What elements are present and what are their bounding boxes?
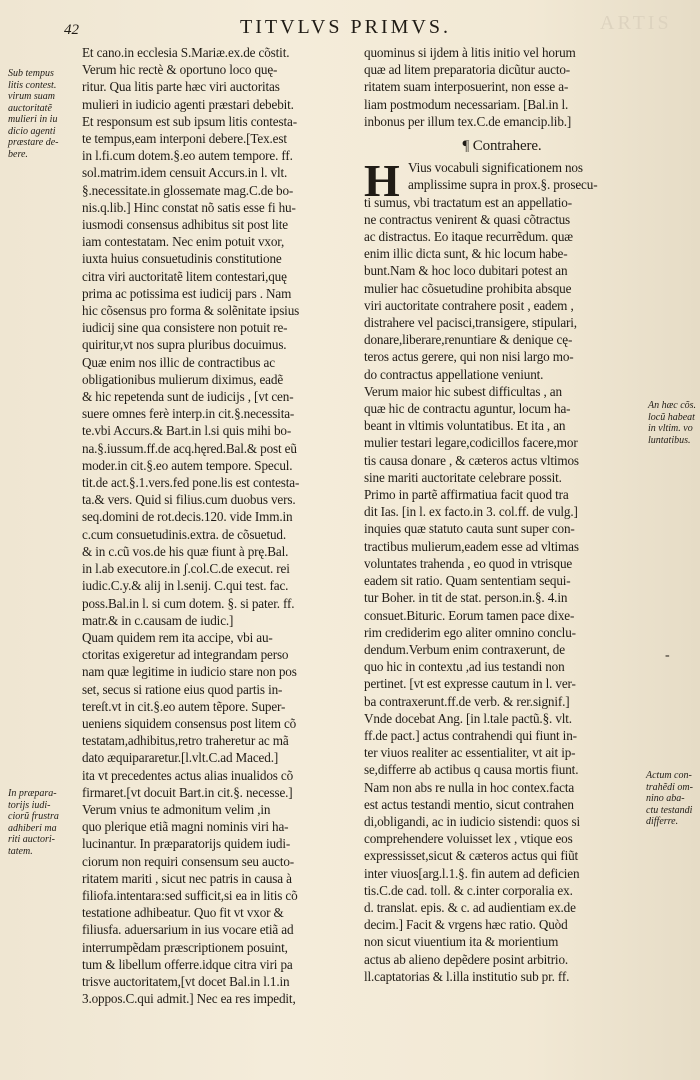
text-line: bunt.Nam & hoc loco dubitari potest an xyxy=(364,263,568,279)
text-line: Verum hic rectè & oportuno loco quę- xyxy=(82,62,278,78)
text-line: expressisset,sicut & cæteros actus qui fiũt xyxy=(364,848,579,864)
stray-mark: - xyxy=(665,648,670,663)
text-line: ff.de pact.] actus contrahendi qui fiunt in- xyxy=(364,727,577,743)
text-line: beant in vltimis voluntatibus. Et ita , an xyxy=(364,418,566,434)
text-line: quo hic in contextu ,ad ius testandi non xyxy=(364,659,565,675)
text-line: tum & libellum offerre.idque citra viri pa xyxy=(82,956,293,972)
margin-note-line: auctoritatẽ xyxy=(8,102,52,114)
text-line: decim.] Facit & vrgens hæc ratio. Quòd xyxy=(364,917,568,933)
text-line: enim illic dicta sunt, & hic locum habe- xyxy=(364,246,568,262)
text-line: in l.ab executore.in ʃ.col.C.de execut. rei xyxy=(82,561,290,577)
text-line: iudicij sine qua consistere non potuit re- xyxy=(82,320,288,336)
text-line: Verum maior hic subest difficultas , an xyxy=(364,383,562,399)
text-line: tur Boher. in tit de stat. person.in.§. 4.in xyxy=(364,590,568,606)
margin-note-line: bere. xyxy=(8,148,28,160)
margin-note-line: in vltim. vo xyxy=(648,423,693,434)
text-line: ciorum non requiri consensum seu aucto- xyxy=(82,853,295,869)
text-line: iudic.C.y.& alij in l.senij. C.qui test. fac. xyxy=(82,578,289,594)
text-line: viri auctoritate contrahere posit , eadem , xyxy=(364,297,574,313)
text-line: na.§.iussum.ff.de acq.hęred.Bal.& post eũ xyxy=(82,440,297,456)
text-line: tereſt.vt in cit.§.eo autem tẽpore. Super- xyxy=(82,698,286,714)
right-column xyxy=(364,44,640,985)
text-line: citra viri auctoritatẽ litem contestari,quę xyxy=(82,268,287,284)
text-line: mulieri in iudicio agenti præstari debebit. xyxy=(82,96,294,112)
margin-note-line: ciorũ frustra xyxy=(8,811,59,822)
text-line: nis.q.lib.] Hinc constat nõ satis esse fi hu- xyxy=(82,199,296,215)
text-line: Et cano.in ecclesia S.Mariæ.ex.de cõstit. xyxy=(82,45,290,60)
bleed-through-text: ARTIS xyxy=(600,12,672,34)
text-line: lucinantur. In præparatorijs quidem iudi- xyxy=(82,836,291,852)
text-line: consuet.Bituric. Eorum tamen pace dixe- xyxy=(364,607,575,623)
text-line: hic cõsensus pro forma & solẽnitate ipsius xyxy=(82,303,300,319)
text-line: ta.& vers. Quid si filius.cum duobus vers. xyxy=(82,492,296,508)
margin-note-line: locũ habeat xyxy=(648,411,695,423)
text-line: ritur. Qua litis parte hæc viri auctoritas xyxy=(82,79,280,95)
text-line: ti sumus, vbi tractatum est an appellatio- xyxy=(364,194,572,210)
text-line: poss.Bal.in l. si cum dotem. §. si pater. ff. xyxy=(82,595,295,611)
margin-note-line: In præpara- xyxy=(8,788,57,799)
text-line: firmaret.[vt docuit Bart.in cit.§. necesse.] xyxy=(82,784,293,800)
text-line: testatione adhibeatur. Quo fit vt vxor & xyxy=(82,905,284,921)
text-line: seq.domini de rot.decis.120. vide Imm.in xyxy=(82,509,293,525)
text-line: filiofa.intentara:sed sufficit,si ea in litis cõ xyxy=(82,887,298,903)
text-line: te tempus,eam interponi debere.[Tex.est xyxy=(82,131,287,147)
text-line: c.cum consuetudinis.extra. de cõsuetud. xyxy=(82,526,286,542)
text-line: dit Ias. [in l. ex facto.in 3. col.ff. de vulg.] xyxy=(364,504,578,520)
text-line: di,obligandi, ac in iudicio sistendi: quos si xyxy=(364,813,580,829)
text-line: moder.in cit.§.eo autem tempore. Specul. xyxy=(82,457,293,473)
text-line: filiusfa. aduersarium in ius vocare etiã ad xyxy=(82,922,294,938)
text-line: ita vt precedentes actus alias inualidos cõ xyxy=(82,767,294,783)
text-line: comprehendere voluisset lex , vtique eos xyxy=(364,831,573,847)
text-line: d. translat. epis. & c. ad audientiam ex.de xyxy=(364,899,576,915)
margin-note-line: mulieri in iu xyxy=(8,114,58,125)
text-line: prima ac potissima est iudicij pars . Nam xyxy=(82,285,292,301)
text-line: ll.captatorias & l.illa institutio sub pr. ff. xyxy=(364,968,570,984)
section-heading: ¶ Contrahere. xyxy=(462,138,542,155)
text-line: inter viuos[arg.l.1.§. fin autem ad deficien xyxy=(364,865,580,881)
text-line: mulier testari legare,codicillos facere,mor xyxy=(364,435,578,451)
text-line: quæ hic de contractu aguntur, locum ha- xyxy=(364,401,571,417)
text-line: quiritur,vt nos supra pluribus docuimus. xyxy=(82,337,287,353)
text-line: iusmodi consensus adhibitus sit post lite xyxy=(82,217,288,233)
text-line: actus ab alieno depẽdere posint arbitrio. xyxy=(364,951,569,967)
text-line: nam quæ legitime in iudicio stare non pos xyxy=(82,664,297,680)
text-line: Verum vnius te admonitum velim ,in xyxy=(82,801,271,817)
text-line: se,differre ab actibus q causa mortis fiunt. xyxy=(364,762,579,778)
text-line: te.vbi Accurs.& Bart.in l.si quis mihi bo- xyxy=(82,423,292,439)
text-line: tis causa donare , & cæteros actus vltimos xyxy=(364,452,579,468)
text-line: tit.de act.§.1.vers.fed pone.lis est contesta- xyxy=(82,475,300,491)
text-line: quæ ad litem preparatoria dicũtur aucto- xyxy=(364,62,571,78)
text-line: do contractus appellatione veniunt. xyxy=(364,366,544,382)
margin-note-line: tatem. xyxy=(8,845,33,857)
text-line: ritatem suam interposuerint, non esse a- xyxy=(364,79,569,95)
margin-note-line: adhiberi ma xyxy=(8,822,57,834)
text-line: Vius vocabuli significationem nos xyxy=(408,160,583,176)
text-line: iam contestatam. Nec enim potuit vxor, xyxy=(82,234,285,250)
text-line: non sicut viuentium ita & morientium xyxy=(364,934,559,950)
margin-note-line: Actum con- xyxy=(646,770,692,781)
text-line: ueniens siquidem consensus post litem cõ xyxy=(82,715,297,731)
text-line: Vnde docebat Ang. [in l.tale pactũ.§. vlt. xyxy=(364,710,572,726)
text-line: & in c.cũ vos.de his quæ fiunt à prę.Bal. xyxy=(82,543,289,559)
text-line: voluntates trahenda , eo quod in vtrisque xyxy=(364,555,573,571)
text-line: sine mariti auctoritate celebrare possit. xyxy=(364,469,562,485)
text-line: Primo in partẽ affirmatiua facit quod tra xyxy=(364,487,569,503)
text-line: §.necessitate.in glossemate mag.C.de bo- xyxy=(82,182,294,198)
left-column xyxy=(82,44,354,1007)
margin-note-line: litis contest. xyxy=(8,79,57,91)
text-line: Et responsum est sub ipsum litis contesta- xyxy=(82,113,297,129)
text-line: rim crediderim ego aliter omnino conclu- xyxy=(364,624,576,640)
text-line: 3.oppos.C.qui admit.] Nec ea res impedit, xyxy=(82,991,296,1007)
text-line: pertinet. [vt est expresse cautum in l. ver- xyxy=(364,676,576,692)
drop-cap: H xyxy=(364,155,400,207)
text-line: trisve auctoritatem,[vt docet Bal.in l.1.in xyxy=(82,973,290,989)
margin-note-line: differre. xyxy=(646,816,679,827)
text-line: & hic repetenda sunt de iudicijs , [vt cen- xyxy=(82,389,294,405)
text-line: quominus si ijdem à litis initio vel horum xyxy=(364,45,576,60)
margin-note-right-bottom xyxy=(646,770,693,828)
margin-note-line: Sub tempus xyxy=(8,68,54,79)
text-line: donare,liberare,renuntiare & denique cę- xyxy=(364,332,573,348)
margin-note-line: præstare de- xyxy=(8,137,59,148)
text-line: dendum.Verbum enim contraxerunt, de xyxy=(364,641,565,657)
margin-note-line: dicio agenti xyxy=(8,125,56,137)
text-line: tractibus mulierum,eadem esse ad vltimas xyxy=(364,538,579,554)
text-line: tis.C.de cad. toll. & c.inter corporalia ex. xyxy=(364,882,573,898)
margin-note-line: ctu testandi xyxy=(646,804,693,816)
text-line: teros actus gerere, qui non nisi largo mo- xyxy=(364,349,574,365)
text-line: est actus testandi mentio, sicut contrahen xyxy=(364,796,574,812)
page-number: 42 xyxy=(64,22,79,38)
text-line: dato æquipararetur.[l.vlt.C.ad Maced.] xyxy=(82,750,279,766)
text-line: suere omnes ferè interp.in cit.§.necessita- xyxy=(82,406,295,422)
text-line: inbonus per illum tex.C.de emancip.lib.] xyxy=(364,113,572,129)
margin-note-right-top xyxy=(648,400,696,446)
text-line: inquies quæ statuto cauta sunt super con- xyxy=(364,521,575,537)
margin-note-line: An hæc cõs. xyxy=(648,400,697,411)
text-line: Quam quidem rem ita accipe, vbi au- xyxy=(82,629,273,645)
text-line: in l.fi.cum dotem.§.eo autem tempore. ff. xyxy=(82,148,293,164)
text-line: ac distractus. Eo itaque recurrẽdum. quæ xyxy=(364,229,573,245)
text-line: set, secus si ratione eius quod partis in- xyxy=(82,681,283,697)
text-line: ctoritas exigeretur ad integrandam perso xyxy=(82,647,289,663)
margin-note-line: trahẽdi om- xyxy=(646,781,693,793)
page-header xyxy=(0,14,700,44)
margin-note-line: torijs iudi- xyxy=(8,799,51,811)
margin-note-left-top xyxy=(8,68,58,160)
text-line: liam postmodum necessariam. [Bal.in l. xyxy=(364,96,569,112)
text-line: interrumpẽdam præscriptionem posuint, xyxy=(82,939,288,955)
text-line: matr.& in c.causam de iudic.] xyxy=(82,612,234,628)
text-line: Nam non abs re nulla in hoc contex.facta xyxy=(364,779,575,795)
text-line: ritatem mariti , sicut nec patris in causa à xyxy=(82,870,292,886)
text-line: testatam,adhibitus,retro traheretur ac mã xyxy=(82,733,289,749)
text-line: ne contractus venirent & quasi cõtractus xyxy=(364,211,571,227)
text-line: sol.matrim.idem censuit Accurs.in l. vlt. xyxy=(82,165,288,181)
text-line: eadem sit ratio. Quam sententiam sequi- xyxy=(364,573,571,589)
text-line: Quæ enim nos illic de contractibus ac xyxy=(82,354,275,370)
text-line: ter viuos realiter ac essentialiter, vt ait ip- xyxy=(364,745,576,761)
margin-note-left-bottom xyxy=(8,788,59,857)
running-head: TITVLVS PRIMVS. xyxy=(240,16,451,38)
margin-note-line: riti auctori- xyxy=(8,834,55,845)
text-line: ba contraxerunt.ff.de verb. & rer.signif.] xyxy=(364,693,570,709)
text-line: mulier hac cõsuetudine prohibita absque xyxy=(364,280,572,296)
text-line: obligationibus mulierum diximus, eadẽ xyxy=(82,371,284,387)
margin-note-line: virum suam xyxy=(8,91,55,102)
text-line: iuxta huius consuetudinis constitutione xyxy=(82,251,282,267)
text-line: quo plerique etiã magni nominis viri ha- xyxy=(82,819,289,835)
text-line: distrahere vel pacisci,transigere, stipulari, xyxy=(364,315,577,331)
margin-note-line: luntatibus. xyxy=(648,434,691,446)
margin-note-line: nino aba- xyxy=(646,793,685,804)
text-line: amplissime supra in prox.§. prosecu- xyxy=(408,177,598,193)
